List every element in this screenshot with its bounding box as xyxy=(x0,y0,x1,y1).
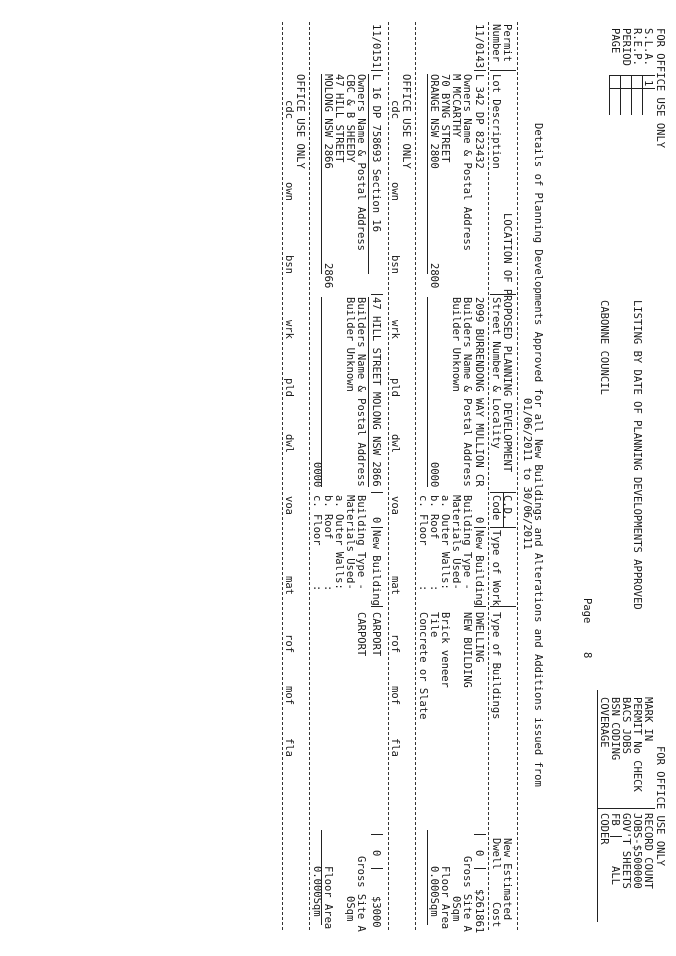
material-colon: : xyxy=(322,585,334,592)
material-colon: : xyxy=(428,585,440,592)
office-code: pld xyxy=(283,378,295,397)
record-divider xyxy=(371,606,383,607)
col-permit-line1: Permit xyxy=(501,24,513,62)
gross-site-label: Gross Site A xyxy=(461,856,473,932)
header-rule-top xyxy=(517,22,518,930)
record-type-of-work: New Building xyxy=(370,530,382,606)
record-separator xyxy=(415,22,416,930)
material-label-roof: b. Roof xyxy=(322,495,334,540)
office-right-item: JOBS-$500000 xyxy=(631,813,643,889)
office-left-divider xyxy=(609,75,655,76)
record-underline xyxy=(368,74,369,274)
office-code: wrk xyxy=(389,320,401,339)
office-code: cdc xyxy=(389,100,401,119)
record-cost: $261861 xyxy=(473,889,485,934)
record-divider xyxy=(371,70,383,71)
col-lot-description: Lot Description xyxy=(490,74,502,169)
record-lot-description: L 16 DP 758693 Section 16 xyxy=(370,74,382,233)
header-rule-bottom xyxy=(488,22,489,930)
office-code: mof xyxy=(389,686,401,705)
office-code: own xyxy=(283,182,295,201)
record-divider xyxy=(474,834,486,835)
office-use-label: OFFICE USE ONLY xyxy=(294,74,306,169)
building-type-value: CARPORT xyxy=(355,612,367,657)
gross-site-value: 0Sqm xyxy=(450,896,462,922)
owners-label: Owners Name & Postal Address xyxy=(355,74,367,252)
materials-label: Materials Used- xyxy=(450,495,462,590)
owner-line: 70 BYNG STREET xyxy=(439,74,451,163)
builder-line: Builder Unknown xyxy=(344,297,356,392)
material-value-floor: Concrete or Slate xyxy=(417,612,429,720)
record-divider xyxy=(371,868,383,869)
materials-label: Materials Used- xyxy=(344,495,356,590)
material-label-roof: b. Roof xyxy=(428,495,440,540)
owner-postcode: 2800 xyxy=(428,263,440,289)
office-right-item: BSN CODING xyxy=(609,697,621,761)
record-permit-number: 11/0151 xyxy=(370,24,382,69)
listing-title: LISTING BY DATE OF PLANNING DEVELOPMENTS APPROVED xyxy=(631,300,643,610)
material-label-walls: a. Outer Walls: xyxy=(333,495,345,590)
record-underline xyxy=(368,297,369,487)
record-type-of-work: New Building xyxy=(473,530,485,606)
office-code: rof xyxy=(283,634,295,653)
record-underline xyxy=(321,74,322,274)
office-right-item: FB xyxy=(609,813,621,826)
col-type-of-work: Type of Work xyxy=(490,530,502,606)
office-code: wrk xyxy=(283,320,295,339)
record-divider xyxy=(371,527,383,528)
record-divider xyxy=(474,70,486,71)
floor-area-value: 0.000Sqm xyxy=(428,866,440,917)
material-value-roof: Tile xyxy=(428,612,440,638)
office-code: own xyxy=(389,182,401,201)
material-colon: : xyxy=(417,585,429,592)
record-divider xyxy=(371,834,383,835)
col-estimated: New Estimated xyxy=(501,838,513,921)
record-cd-code: 0 xyxy=(473,517,485,524)
record-underline xyxy=(427,830,428,925)
office-left-rule xyxy=(642,75,643,115)
office-left-label-period: PERIOD xyxy=(620,28,632,66)
office-right-item: CODER xyxy=(598,813,610,845)
office-right-divider xyxy=(610,836,622,837)
office-code: mof xyxy=(283,686,295,705)
office-code: rof xyxy=(389,634,401,653)
record-divider xyxy=(371,492,383,493)
builders-label: Builders Name & Postal Address xyxy=(461,297,473,487)
page-number: 8 xyxy=(581,652,593,659)
record-separator xyxy=(309,22,310,930)
office-code: bsn xyxy=(389,255,401,274)
office-left-value-sla: 1 xyxy=(642,80,654,87)
office-left-heading: FOR OFFICE USE ONLY xyxy=(654,28,666,149)
builder-postcode: 0000 xyxy=(311,462,323,488)
builder-postcode: 0000 xyxy=(428,462,440,488)
record-dwell: 0 xyxy=(370,850,382,857)
gross-site-value: 0Sqm xyxy=(344,896,356,922)
office-left-label-page: PAGE xyxy=(609,28,621,54)
floor-area-value: 0.000Sqm xyxy=(311,866,323,917)
header-rule xyxy=(503,492,504,527)
office-right-all-label: ALL xyxy=(609,866,621,885)
col-permit-line2: Number xyxy=(490,24,502,62)
office-left-rule xyxy=(631,75,632,115)
office-left-divider xyxy=(609,88,655,89)
material-colon: : xyxy=(311,585,323,592)
office-code: bsn xyxy=(283,255,295,274)
office-left-label-sla: S.L.A. xyxy=(642,28,654,66)
col-cd-line2: Code xyxy=(490,495,502,521)
office-code: pld xyxy=(389,378,401,397)
office-right-item: GOV'T SHEETS xyxy=(620,813,632,889)
col-dwell: Dwell xyxy=(490,838,502,870)
record-street: 47 HILL STREET MOLONG NSW 2866 xyxy=(370,297,382,487)
header-divider xyxy=(490,294,516,295)
owner-line: MOLONG NSW 2866 xyxy=(322,74,334,169)
building-type-label: Building Type - xyxy=(355,495,367,590)
material-label-floor: c. Floor xyxy=(417,495,429,546)
col-location-title: LOCATION OF PROPOSED PLANNING DEVELOPMENT xyxy=(501,213,513,473)
record-street: 2099 BURRENDONG WAY MULLION CR xyxy=(473,297,485,487)
record-type-of-building: DWELLING xyxy=(473,612,485,663)
record-separator xyxy=(388,22,389,930)
record-lot-description: L 342 DP 823432 xyxy=(473,74,485,169)
record-divider xyxy=(474,527,486,528)
record-divider xyxy=(371,294,383,295)
building-type-label: Building Type - xyxy=(461,495,473,590)
owner-postcode: 2866 xyxy=(322,263,334,289)
office-left-rule xyxy=(620,75,621,115)
material-label-walls: a. Outer Walls: xyxy=(439,495,451,590)
office-code: mat xyxy=(283,576,295,595)
office-code: cdc xyxy=(283,100,295,119)
col-street-locality: Street Number & Locality xyxy=(490,297,502,449)
record-underline xyxy=(427,74,428,274)
record-type-of-building: CARPORT xyxy=(370,612,382,657)
header-divider xyxy=(490,527,516,528)
office-code: fla xyxy=(389,738,401,757)
office-code: fla xyxy=(283,738,295,757)
gross-site-label: Gross Site A xyxy=(355,856,367,932)
office-left-rule xyxy=(609,75,610,115)
header-divider xyxy=(490,70,516,71)
col-type-of-buildings: Type of Buildings xyxy=(490,612,502,720)
date-range: 01/06/2011 to 30/06/2011 xyxy=(521,398,533,550)
col-cost: Cost xyxy=(490,902,502,928)
builders-label: Builders Name & Postal Address xyxy=(355,297,367,487)
page-label: Page xyxy=(581,598,593,624)
builder-line: Builder Unknown xyxy=(450,297,462,392)
material-label-floor: c. Floor xyxy=(311,495,323,546)
record-separator xyxy=(282,22,283,930)
record-permit-number: 11/0143 xyxy=(473,24,485,69)
building-type-value: NEW BUILDING xyxy=(461,612,473,688)
office-right-rule xyxy=(597,690,598,922)
record-underline xyxy=(427,297,428,487)
record-cd-code: 0 xyxy=(370,517,382,524)
owner-line: 47 HILL STREET xyxy=(333,74,345,163)
office-right-divider xyxy=(598,808,655,809)
owner-line: CBC & B SHEEDY xyxy=(344,74,356,163)
owner-line: M MCCARTHY xyxy=(450,74,462,138)
details-line: Details of Planning Developments Approved for all New Buildings and Alterations and Additions issued from xyxy=(532,123,544,787)
office-right-item: RECORD COUNT xyxy=(642,813,654,889)
record-cost: $3000 xyxy=(370,896,382,928)
floor-area-label: Floor Area xyxy=(322,866,334,930)
owners-label: Owners Name & Postal Address xyxy=(461,74,473,252)
office-code: mat xyxy=(389,576,401,595)
record-divider xyxy=(474,606,486,607)
floor-area-label: Floor Area xyxy=(439,866,451,930)
record-divider xyxy=(474,868,486,869)
office-right-item: BACS JOBS xyxy=(620,697,632,754)
col-cd-line1: C.D. xyxy=(501,495,513,521)
office-left-label-rep: R.E.P. xyxy=(631,28,643,66)
office-right-item: MARK IN xyxy=(642,697,654,742)
material-value-walls: Brick veneer xyxy=(439,612,451,688)
office-code: dwl xyxy=(389,434,401,453)
office-code: dwl xyxy=(283,434,295,453)
record-underline xyxy=(321,297,322,487)
office-right-item: COVERAGE xyxy=(598,697,610,748)
office-use-label: OFFICE USE ONLY xyxy=(400,74,412,169)
owner-line: ORANGE NSW 2800 xyxy=(428,74,440,169)
office-right-item: PERMIT No CHECK xyxy=(631,697,643,792)
header-divider xyxy=(490,606,516,607)
record-underline xyxy=(321,830,322,925)
office-code: voa xyxy=(283,496,295,515)
record-dwell: 0 xyxy=(473,850,485,857)
office-right-heading: FOR OFFICE USE ONLY xyxy=(654,746,666,867)
office-code: voa xyxy=(389,496,401,515)
council-name: CABONNE COUNCIL xyxy=(598,300,610,395)
